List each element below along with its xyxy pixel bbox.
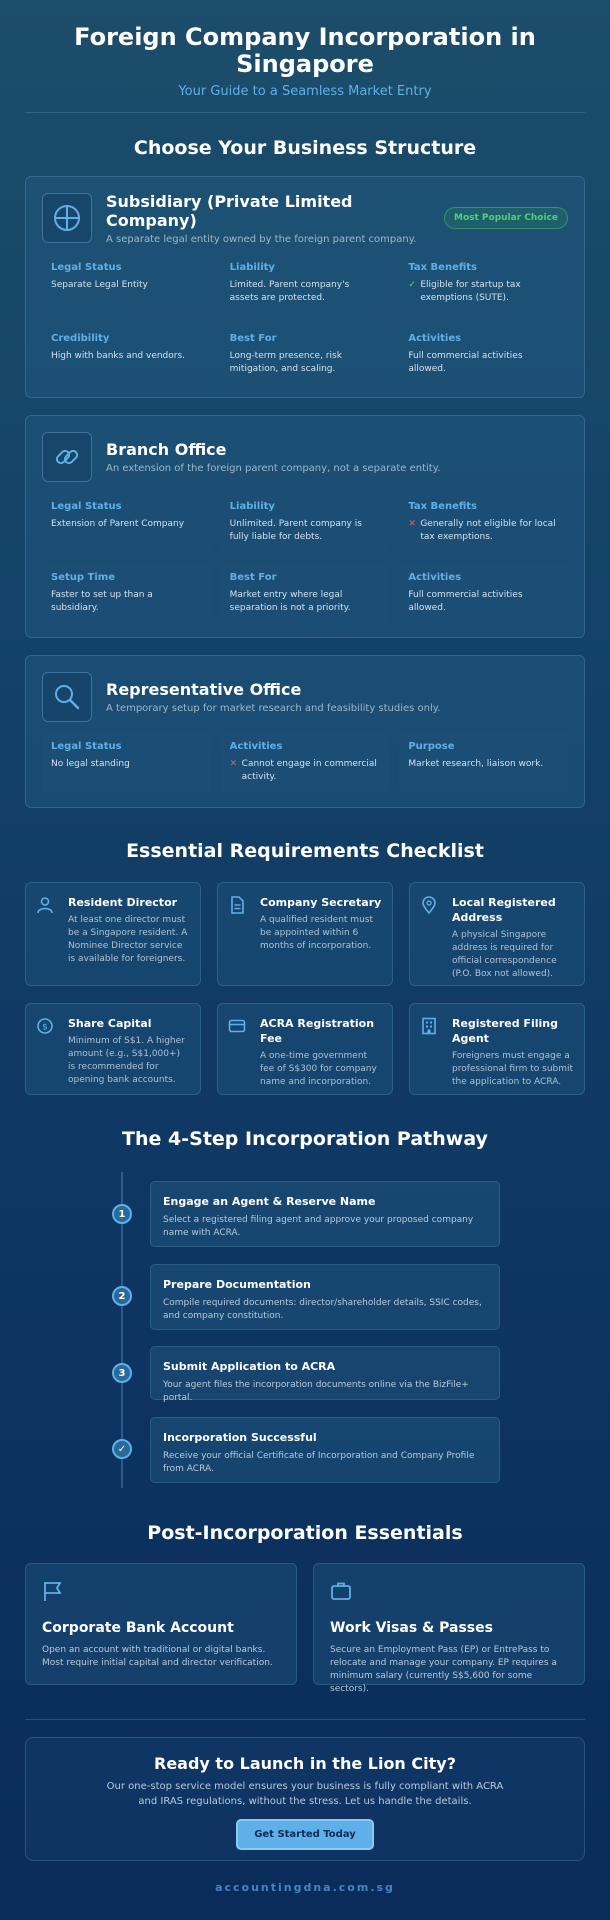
requirement-title: Share Capital — [68, 1017, 152, 1030]
branch-cell — [399, 563, 568, 624]
magnifier-icon — [42, 672, 92, 722]
cell-value: Unlimited. Parent company is fully liable for debts. — [229, 519, 362, 542]
cell-label: Activities — [408, 333, 462, 344]
requirement-card — [217, 882, 393, 986]
flag-icon — [42, 1580, 280, 1606]
subsidiary-cell — [221, 324, 390, 385]
step-title: Incorporation Successful — [163, 1431, 317, 1444]
subsidiary-cell — [399, 253, 568, 314]
requirement-desc: Minimum of S$1. A higher amount (e.g., S$1,000+) is recommended for opening bank accounts. — [68, 1036, 185, 1085]
rep-office-desc: A temporary setup for market research and feasibility studies only. — [106, 703, 441, 714]
requirement-desc: A one-time government fee of S$300 for company name and incorporation. — [260, 1051, 377, 1087]
cell-label: Activities — [408, 572, 462, 583]
requirement-card — [217, 1003, 393, 1095]
cell-value: Limited. Parent company's assets are protected. — [229, 280, 350, 303]
document-icon — [228, 895, 250, 973]
cell-label: Tax Benefits — [408, 262, 477, 273]
step-card — [150, 1417, 500, 1483]
rep-cell — [399, 732, 568, 793]
cell-label: Purpose — [408, 741, 455, 752]
step-number: 2 — [112, 1286, 132, 1306]
subsidiary-title: Subsidiary (Private Limited Company) — [106, 191, 353, 230]
subsidiary-cell — [42, 253, 211, 314]
post-card-title: Corporate Bank Account — [42, 1620, 234, 1636]
cell-value: High with banks and vendors. — [51, 351, 186, 361]
branch-card — [25, 415, 585, 638]
briefcase-icon — [330, 1580, 568, 1606]
cell-label: Best For — [229, 333, 277, 344]
person-icon — [36, 895, 58, 973]
cell-value: Full commercial activities allowed. — [408, 590, 523, 613]
cell-value-text: Cannot engage in commercial activity. — [241, 759, 377, 782]
cell-label: Credibility — [51, 333, 110, 344]
step-number: 3 — [112, 1363, 132, 1383]
step-title: Prepare Documentation — [163, 1278, 311, 1291]
link-icon — [42, 432, 92, 482]
requirements-title: Essential Requirements Checklist — [126, 840, 484, 862]
requirement-desc: A qualified resident must be appointed within 6 months of incorporation. — [260, 915, 373, 951]
cell-value: Long-term presence, risk mitigation, and scaling. — [229, 351, 342, 374]
requirement-desc: At least one director must be a Singapore resident. A Nominee Director service is available for foreigners. — [68, 915, 188, 964]
page-title — [25, 24, 585, 78]
step-desc: Select a registered filing agent and approve your proposed company name with ACRA. — [163, 1215, 474, 1238]
requirement-title: Local Registered Address — [452, 896, 556, 924]
cell-value: Separate Legal Entity — [51, 280, 148, 290]
post-card-title: Work Visas & Passes — [330, 1620, 493, 1636]
check-icon: ✓ — [408, 280, 416, 290]
step-card — [150, 1181, 500, 1247]
post-card-desc: Secure an Employment Pass (EP) or EntrePass to relocate and manage your company. EP requires a minimum salary (currently S$5,600 for some sectors). — [330, 1645, 557, 1694]
step-desc: Your agent files the incorporation documents online via the BizFile+ portal. — [163, 1380, 469, 1403]
cell-label: Setup Time — [51, 572, 115, 583]
card-icon — [228, 1016, 250, 1082]
cell-value — [230, 758, 381, 784]
cell-label: Activities — [229, 741, 283, 752]
cell-label: Legal Status — [51, 501, 122, 512]
rep-office-title: Representative Office — [106, 680, 302, 699]
step-card — [150, 1346, 500, 1403]
step-card — [150, 1264, 500, 1330]
cell-value: Full commercial activities allowed. — [408, 351, 523, 374]
cross-icon: ✕ — [408, 519, 416, 529]
rep-cell — [42, 732, 211, 793]
subsidiary-cell — [42, 324, 211, 385]
cell-label: Liability — [229, 262, 275, 273]
subsidiary-cell — [221, 253, 390, 314]
cell-value — [408, 279, 559, 305]
map-pin-icon — [420, 895, 442, 973]
cell-value-text: Eligible for startup tax exemptions (SUTE). — [420, 280, 521, 303]
branch-cell — [221, 492, 390, 553]
requirement-title: Company Secretary — [260, 896, 382, 909]
cta-text: Our one-stop service model ensures your business is fully compliant with ACRA and IRAS regulations, without the stress. Let us handle the details. — [106, 1781, 504, 1807]
cell-value: Market entry where legal separation is not a priority. — [229, 590, 351, 613]
cell-label: Tax Benefits — [408, 501, 477, 512]
requirement-card — [409, 1003, 585, 1095]
building-icon — [420, 1016, 442, 1082]
popular-badge: Most Popular Choice — [444, 207, 568, 229]
cell-value: Faster to set up than a subsidiary. — [51, 590, 153, 613]
step-number: 1 — [112, 1204, 132, 1224]
step-title: Engage an Agent & Reserve Name — [163, 1195, 376, 1208]
branch-cell — [42, 563, 211, 624]
rep-office-card — [25, 655, 585, 808]
page-title-line1: Foreign Company Incorporation in — [74, 23, 536, 51]
cell-label: Legal Status — [51, 262, 122, 273]
branch-title: Branch Office — [106, 440, 227, 459]
cell-label: Legal Status — [51, 741, 122, 752]
requirement-card — [25, 1003, 201, 1095]
hero-header — [25, 0, 585, 113]
get-started-button[interactable]: Get Started Today — [236, 1819, 374, 1850]
branch-cell — [42, 492, 211, 553]
rep-cell — [221, 732, 390, 793]
page-title-line2: Singapore — [236, 50, 374, 78]
step-desc: Receive your official Certificate of Incorporation and Company Profile from ACRA. — [163, 1451, 475, 1474]
cta-box — [25, 1737, 585, 1861]
steps-title: The 4-Step Incorporation Pathway — [122, 1128, 488, 1150]
crosshair-icon — [42, 193, 92, 243]
step-title: Submit Application to ACRA — [163, 1360, 336, 1373]
cell-label: Best For — [229, 572, 277, 583]
check-circle-icon: ✓ — [112, 1439, 132, 1459]
page-subtitle: Your Guide to a Seamless Market Entry — [178, 84, 432, 99]
section-divider — [25, 1719, 585, 1720]
branch-cell — [221, 563, 390, 624]
requirement-card — [25, 882, 201, 986]
requirement-title: Resident Director — [68, 896, 178, 909]
requirement-title: ACRA Registration Fee — [260, 1017, 375, 1045]
subsidiary-card — [25, 176, 585, 398]
post-title: Post-Incorporation Essentials — [147, 1522, 463, 1544]
cell-value-text: Generally not eligible for local tax exemptions. — [420, 519, 556, 542]
branch-desc: An extension of the foreign parent company, not a separate entity. — [106, 463, 441, 474]
subsidiary-desc: A separate legal entity owned by the foreign parent company. — [106, 233, 417, 245]
requirement-desc: Foreigners must engage a professional firm to submit the application to ACRA. — [452, 1051, 574, 1087]
cross-icon: ✕ — [229, 759, 238, 769]
cell-value: No legal standing — [51, 759, 130, 769]
subsidiary-cell — [399, 324, 568, 385]
step-desc: Compile required documents: director/shareholder details, SSIC codes, and company constitution. — [163, 1298, 482, 1321]
requirement-card — [409, 882, 585, 986]
svg-text:$: $ — [42, 1022, 48, 1033]
branch-cell — [399, 492, 568, 553]
post-card-desc: Open an account with traditional or digital banks. Most require initial capital and director verification. — [42, 1645, 273, 1668]
coin-icon — [36, 1016, 58, 1082]
footer-url[interactable]: accountingdna.com.sg — [215, 1881, 395, 1894]
cell-value — [408, 518, 559, 544]
cell-label: Liability — [229, 501, 275, 512]
requirement-desc: A physical Singapore address is required for official correspondence (P.O. Box not allowed). — [452, 930, 557, 979]
post-card — [25, 1563, 297, 1685]
structures-title: Choose Your Business Structure — [133, 137, 477, 159]
requirement-title: Registered Filing Agent — [452, 1017, 558, 1045]
cell-value: Market research, liaison work. — [408, 759, 544, 769]
cta-title: Ready to Launch in the Lion City? — [154, 1754, 456, 1773]
cell-value: Extension of Parent Company — [51, 519, 185, 529]
post-card — [313, 1563, 585, 1694]
